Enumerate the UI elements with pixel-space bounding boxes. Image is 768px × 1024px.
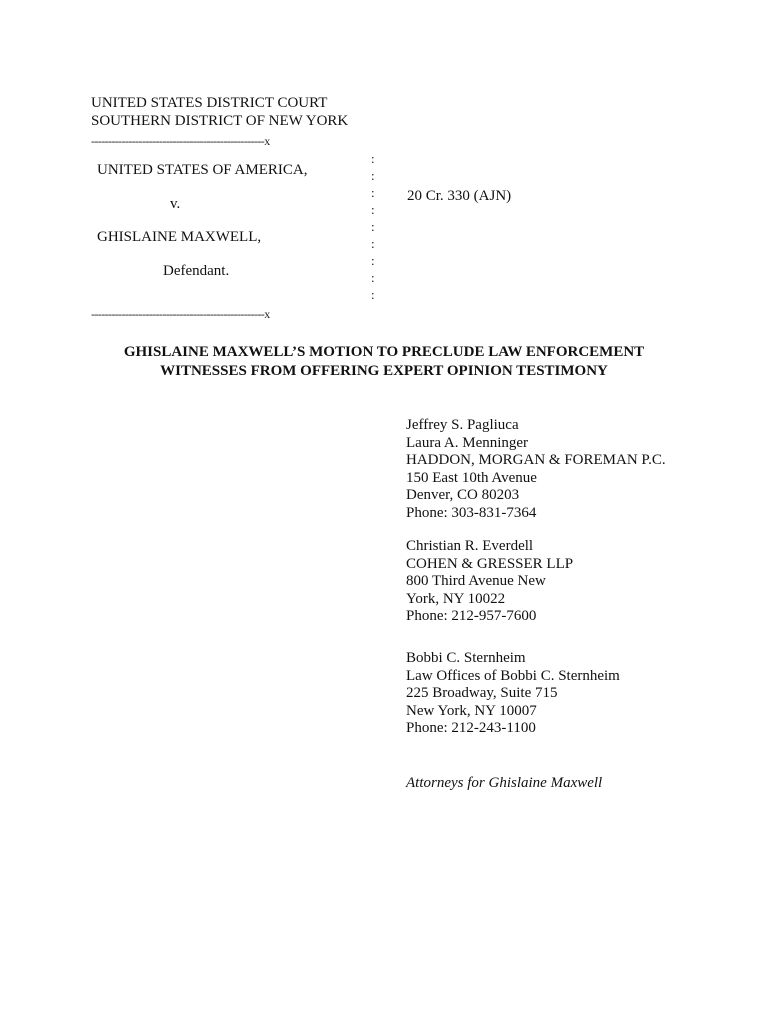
court-name: UNITED STATES DISTRICT COURT: [91, 95, 328, 111]
caption-colon: :: [371, 168, 375, 183]
counsel-line: 225 Broadway, Suite 715: [406, 685, 558, 701]
caption-colon: :: [371, 236, 375, 251]
caption-plaintiff: UNITED STATES OF AMERICA,: [97, 162, 308, 178]
counsel-line: Law Offices of Bobbi C. Sternheim: [406, 667, 620, 684]
caption-defendant-name: GHISLAINE MAXWELL,: [97, 229, 262, 245]
caption-defendant-label: Defendant.: [163, 263, 230, 279]
court-header: [91, 94, 348, 130]
counsel-line: Phone: 212-957-7600: [406, 608, 537, 624]
caption-colon: :: [371, 253, 375, 268]
counsel-line: Phone: 303-831-7364: [406, 504, 537, 521]
document-title: [0, 343, 768, 381]
counsel-line: Jeffrey S. Pagliuca: [406, 417, 519, 433]
counsel-line: COHEN & GRESSER LLP: [406, 555, 574, 572]
caption-colon: :: [371, 219, 375, 234]
counsel-block: [406, 417, 666, 522]
counsel-line: 150 East 10th Avenue: [406, 469, 537, 486]
counsel-line: Laura A. Menninger: [406, 434, 529, 451]
caption-colon: :: [371, 185, 375, 200]
counsel-line: New York, NY 10007: [406, 702, 537, 719]
caption-colon: :: [371, 202, 375, 217]
counsel-line: Phone: 212-243-1100: [406, 720, 536, 736]
counsel-block: [406, 538, 573, 626]
caption-colon: :: [371, 270, 375, 285]
caption-rule-top: ---------------------------------------------------x: [91, 134, 270, 148]
caption-rule-bottom: ---------------------------------------------------x: [91, 307, 270, 321]
caption-versus: v.: [170, 196, 181, 212]
counsel-line: Denver, CO 80203: [406, 487, 520, 503]
counsel-line: HADDON, MORGAN & FOREMAN P.C.: [406, 452, 666, 468]
attorneys-for: Attorneys for Ghislaine Maxwell: [406, 775, 603, 791]
counsel-block: [406, 650, 620, 738]
counsel-line: Bobbi C. Sternheim: [406, 650, 526, 666]
counsel-line: Christian R. Everdell: [406, 538, 534, 554]
document-title-line: WITNESSES FROM OFFERING EXPERT OPINION TESTIMONY: [160, 363, 608, 379]
court-district: SOUTHERN DISTRICT OF NEW YORK: [91, 113, 349, 129]
caption-colon: :: [371, 287, 375, 302]
counsel-line: York, NY 10022: [406, 590, 506, 607]
counsel-line: 800 Third Avenue New: [406, 573, 546, 589]
case-number: 20 Cr. 330 (AJN): [407, 188, 512, 204]
document-title-line: GHISLAINE MAXWELL’S MOTION TO PRECLUDE LAW ENFORCEMENT: [123, 344, 645, 360]
caption-colon: :: [371, 151, 375, 166]
